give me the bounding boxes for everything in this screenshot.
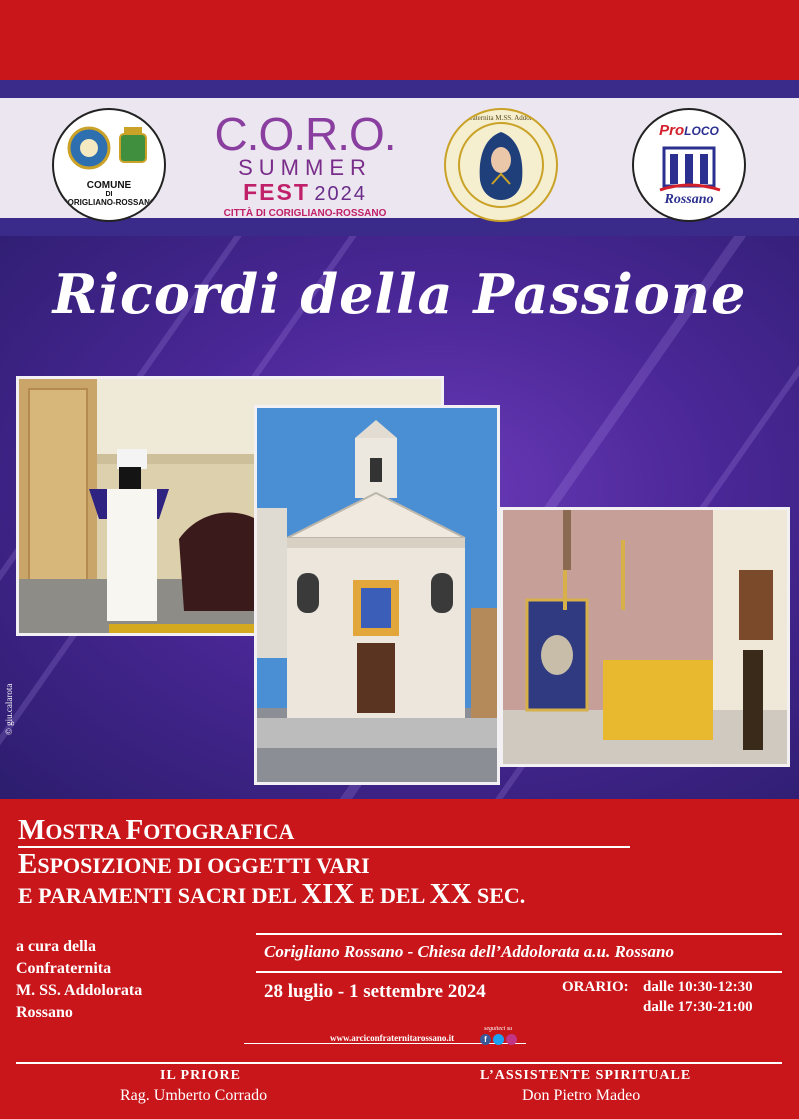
coro-year: 2024: [314, 183, 367, 205]
confraternita-ring-text: Confraternita M.SS. Addolorata: [456, 114, 546, 122]
assistente-name: Don Pietro Madeo: [522, 1087, 641, 1104]
curator-block: [16, 936, 142, 1024]
instagram-icon[interactable]: [506, 1034, 517, 1045]
proloco-pro: Pro: [659, 122, 685, 139]
comune-line1: COMUNE: [86, 180, 132, 191]
venue-rule-bottom: [256, 971, 782, 973]
headline-line2: ESPOSIZIONE DI OGGETTI VARI: [18, 848, 370, 880]
twitter-icon[interactable]: [493, 1034, 504, 1045]
priore-role: IL PRIORE: [160, 1068, 241, 1083]
signature-rule: [16, 1062, 782, 1064]
curator-line4: Rossano: [16, 1004, 73, 1021]
venue: Corigliano Rossano - Chiesa dell’Addolorata a.u. Rossano: [264, 942, 674, 961]
top-red-band: [0, 0, 799, 80]
priore-name: Rag. Umberto Corrado: [120, 1087, 268, 1104]
hours-slot2: dalle 17:30-21:00: [643, 999, 753, 1015]
social-icons: [480, 1034, 517, 1045]
photo-church-facade: [254, 405, 500, 785]
comune-logo: [52, 108, 166, 222]
madonna-icon: [446, 110, 556, 220]
headline-rule: [18, 846, 630, 848]
exhibition-dates: 28 luglio - 1 settembre 2024: [264, 981, 486, 1002]
headline-line3: E PARAMENTI SACRI DEL XIX E DEL XX SEC.: [18, 878, 526, 910]
church-image: [257, 408, 500, 785]
curator-line2: Confraternita: [16, 960, 112, 977]
coro-title: C.O.R.O.: [214, 108, 396, 160]
comune-line2: DI: [105, 191, 113, 198]
comune-line3: CORIGLIANO-ROSSANO: [61, 198, 157, 207]
assistente-role: L’ASSISTENTE SPIRITUALE: [480, 1068, 692, 1083]
proloco-logo: [632, 108, 746, 222]
coro-summer: SUMMER: [238, 155, 372, 180]
venue-rule-top: [256, 933, 782, 935]
follow-text: seguiteci su: [484, 1026, 513, 1032]
facebook-icon[interactable]: f: [480, 1034, 491, 1045]
proloco-loco: LOCO: [684, 124, 719, 138]
website-link[interactable]: www.arciconfraternitarossano.it: [330, 1033, 455, 1043]
hours-slot1: dalle 10:30-12:30: [643, 979, 753, 995]
proloco-city: Rossano: [664, 192, 714, 207]
curator-line1: a cura della: [16, 938, 96, 955]
altar-image: [503, 510, 790, 767]
coro-city: CITTÀ DI CORIGLIANO-ROSSANO: [223, 208, 387, 219]
confraternita-logo: [444, 108, 558, 222]
coro-fest: FEST: [243, 179, 310, 205]
curator-line3: M. SS. Addolorata: [16, 982, 143, 999]
photo-altar-banner: [500, 507, 790, 767]
headline-line1: MOSTRA FOTOGRAFICA: [18, 814, 295, 846]
photo-credit: © giu.calarota: [4, 683, 14, 735]
coro-summer-fest-logo: [205, 108, 405, 232]
exhibition-title: Ricordi della Passione: [52, 262, 747, 326]
hours-label: ORARIO:: [562, 979, 629, 995]
